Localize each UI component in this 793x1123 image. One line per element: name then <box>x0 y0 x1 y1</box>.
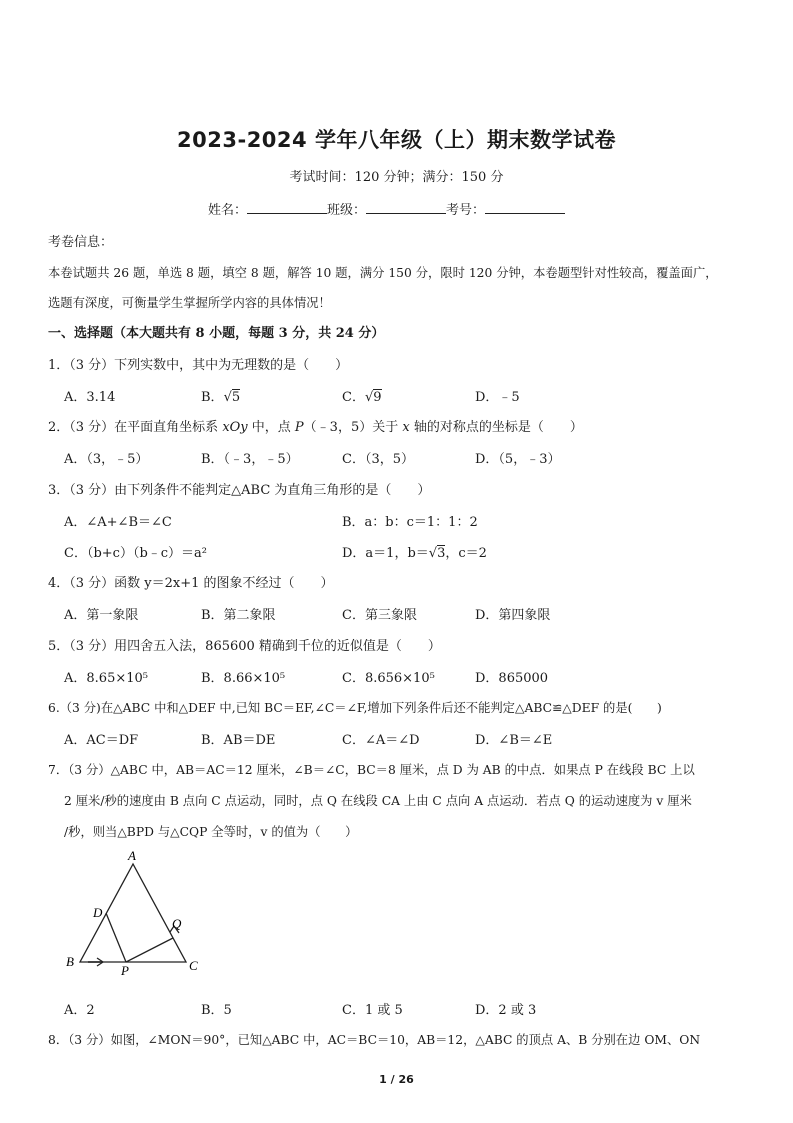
q6-option-a[interactable]: A．AC＝DF <box>64 733 139 748</box>
q1-option-c-radicand: 9 <box>373 390 382 405</box>
q5-stem: 5．（3 分）用四舍五入法，865600 精确到千位的近似值是（ ） <box>48 639 441 654</box>
number-blank[interactable] <box>485 201 565 214</box>
label-b: B <box>66 954 74 969</box>
q2-stem-part: （﹣3，5）关于 <box>303 420 403 435</box>
q6-option-c[interactable]: C．∠A＝∠D <box>342 733 420 748</box>
q2-stem-var: xOy <box>222 420 248 435</box>
q3-option-b[interactable]: B．a：b：c＝1：1：2 <box>342 515 478 530</box>
q1-stem: 1．（3 分）下列实数中，其中为无理数的是（ ） <box>48 358 349 373</box>
q3-option-c[interactable]: C．（b+c）（b﹣c）＝a² <box>64 546 208 561</box>
q4-option-c[interactable]: C．第三象限 <box>342 608 417 623</box>
label-c: C <box>189 958 198 973</box>
class-blank[interactable] <box>366 201 446 214</box>
q2-option-d[interactable]: D．（5，﹣3） <box>475 452 561 467</box>
q2-option-b[interactable]: B．（﹣3，﹣5） <box>201 452 299 467</box>
q8-line-1: 8．（3 分）如图，∠MON＝90°，已知△ABC 中，AC＝BC＝10，AB＝12，△ABC 的顶点 A、B 分别在边 OM、ON <box>48 1033 701 1047</box>
student-info-row <box>208 199 565 218</box>
segment-pq <box>126 938 173 962</box>
q5-option-d[interactable]: D．865000 <box>475 671 549 686</box>
exam-info: 考试时间：120 分钟；满分：150 分 <box>289 170 504 185</box>
intro-line-1: 本卷试题共 26 题，单选 8 题，填空 8 题，解答 10 题，满分 150 分，限时 120 分钟，本卷题型针对性较高，覆盖面广， <box>48 266 718 280</box>
sqrt-icon: √ <box>223 390 232 405</box>
q3-option-a[interactable]: A．∠A+∠B＝∠C <box>64 515 172 530</box>
number-label: 考号： <box>446 203 486 218</box>
q4-option-a[interactable]: A．第一象限 <box>64 608 139 623</box>
q6-option-b[interactable]: B．AB＝DE <box>201 733 276 748</box>
intro-heading: 考卷信息： <box>48 235 114 250</box>
q3-option-d-tail: ，c＝2 <box>445 546 487 561</box>
sqrt-icon: √ <box>428 546 438 561</box>
label-a: A <box>128 848 136 863</box>
page-number: 1 / 26 <box>379 1073 414 1086</box>
q7-line-1: 7．（3 分）△ABC 中，AB＝AC＝12 厘米，∠B＝∠C，BC＝8 厘米，点 D 为 AB 的中点．如果点 P 在线段 BC 上以 <box>48 763 695 777</box>
q1-option-a[interactable]: A．3.14 <box>64 390 116 405</box>
q3-stem: 3．（3 分）由下列条件不能判定△ABC 为直角三角形的是（ ） <box>48 483 431 498</box>
label-q: Q <box>172 916 182 931</box>
q2-stem-part: 2．（3 分）在平面直角坐标系 <box>48 420 223 435</box>
q2-stem-part: 中，点 <box>247 420 295 435</box>
q7-option-a[interactable]: A．2 <box>64 1003 95 1018</box>
name-blank[interactable] <box>247 201 327 214</box>
q1-option-b[interactable] <box>201 386 240 405</box>
page-title: 2023-2024 学年八年级（上）期末数学试卷 <box>177 128 616 152</box>
q2-option-c[interactable]: C．（3，5） <box>342 452 414 467</box>
q1-option-c-label: C． <box>342 390 365 405</box>
q4-option-d[interactable]: D．第四象限 <box>475 608 551 623</box>
name-label: 姓名： <box>208 203 248 218</box>
class-label: 班级： <box>327 203 367 218</box>
q2-option-a[interactable]: A．（3，﹣5） <box>64 452 149 467</box>
section-heading: 一、选择题（本大题共有 8 小题，每题 3 分，共 24 分） <box>48 326 385 341</box>
q3-option-d-radicand: 3 <box>437 546 446 561</box>
q1-option-b-radicand: 5 <box>231 390 241 405</box>
label-p: P <box>121 963 129 976</box>
segment-dp <box>106 913 126 962</box>
q2-stem <box>48 416 583 435</box>
q5-option-b[interactable]: B．8.66×10⁵ <box>201 671 286 686</box>
label-d: D <box>93 905 103 920</box>
q6-option-d[interactable]: D．∠B＝∠E <box>475 733 553 748</box>
q2-stem-part: 轴的对称点的坐标是（ ） <box>409 420 583 435</box>
q1-option-d[interactable]: D．﹣5 <box>475 390 520 405</box>
q4-stem: 4．（3 分）函数 y＝2x+1 的图象不经过（ ） <box>48 576 334 591</box>
q5-option-c[interactable]: C．8.656×10⁵ <box>342 671 435 686</box>
q6-stem: 6.（3 分)在△ABC 中和△DEF 中,已知 BC＝EF,∠C＝∠F,增加下列条件后还不能判定△ABC≌△DEF 的是( ) <box>48 701 662 715</box>
q7-option-b[interactable]: B．5 <box>201 1003 232 1018</box>
q2-stem-point: P <box>294 420 304 435</box>
q5-option-a[interactable]: A．8.65×10⁵ <box>64 671 148 686</box>
intro-line-2: 选题有深度，可衡量学生掌握所学内容的具体情况！ <box>48 296 331 310</box>
q1-option-b-label: B． <box>201 390 224 405</box>
q3-option-d[interactable] <box>342 542 487 561</box>
q2-stem-axis: x <box>402 420 410 435</box>
q7-line-3: /秒，则当△BPD 与△CQP 全等时，v 的值为（ ） <box>64 825 358 839</box>
q7-figure <box>58 846 208 976</box>
q3-option-d-label: D．a＝1，b＝ <box>342 546 429 561</box>
sqrt-icon: √ <box>364 390 374 405</box>
q7-line-2: 2 厘米/秒的速度由 B 点向 C 点运动，同时，点 Q 在线段 CA 上由 C 点向 A 点运动．若点 Q 的运动速度为 v 厘米 <box>64 794 692 808</box>
q4-option-b[interactable]: B．第二象限 <box>201 608 276 623</box>
q7-option-d[interactable]: D．2 或 3 <box>475 1003 537 1018</box>
q7-option-c[interactable]: C．1 或 5 <box>342 1003 403 1018</box>
q1-option-c[interactable] <box>342 386 382 405</box>
